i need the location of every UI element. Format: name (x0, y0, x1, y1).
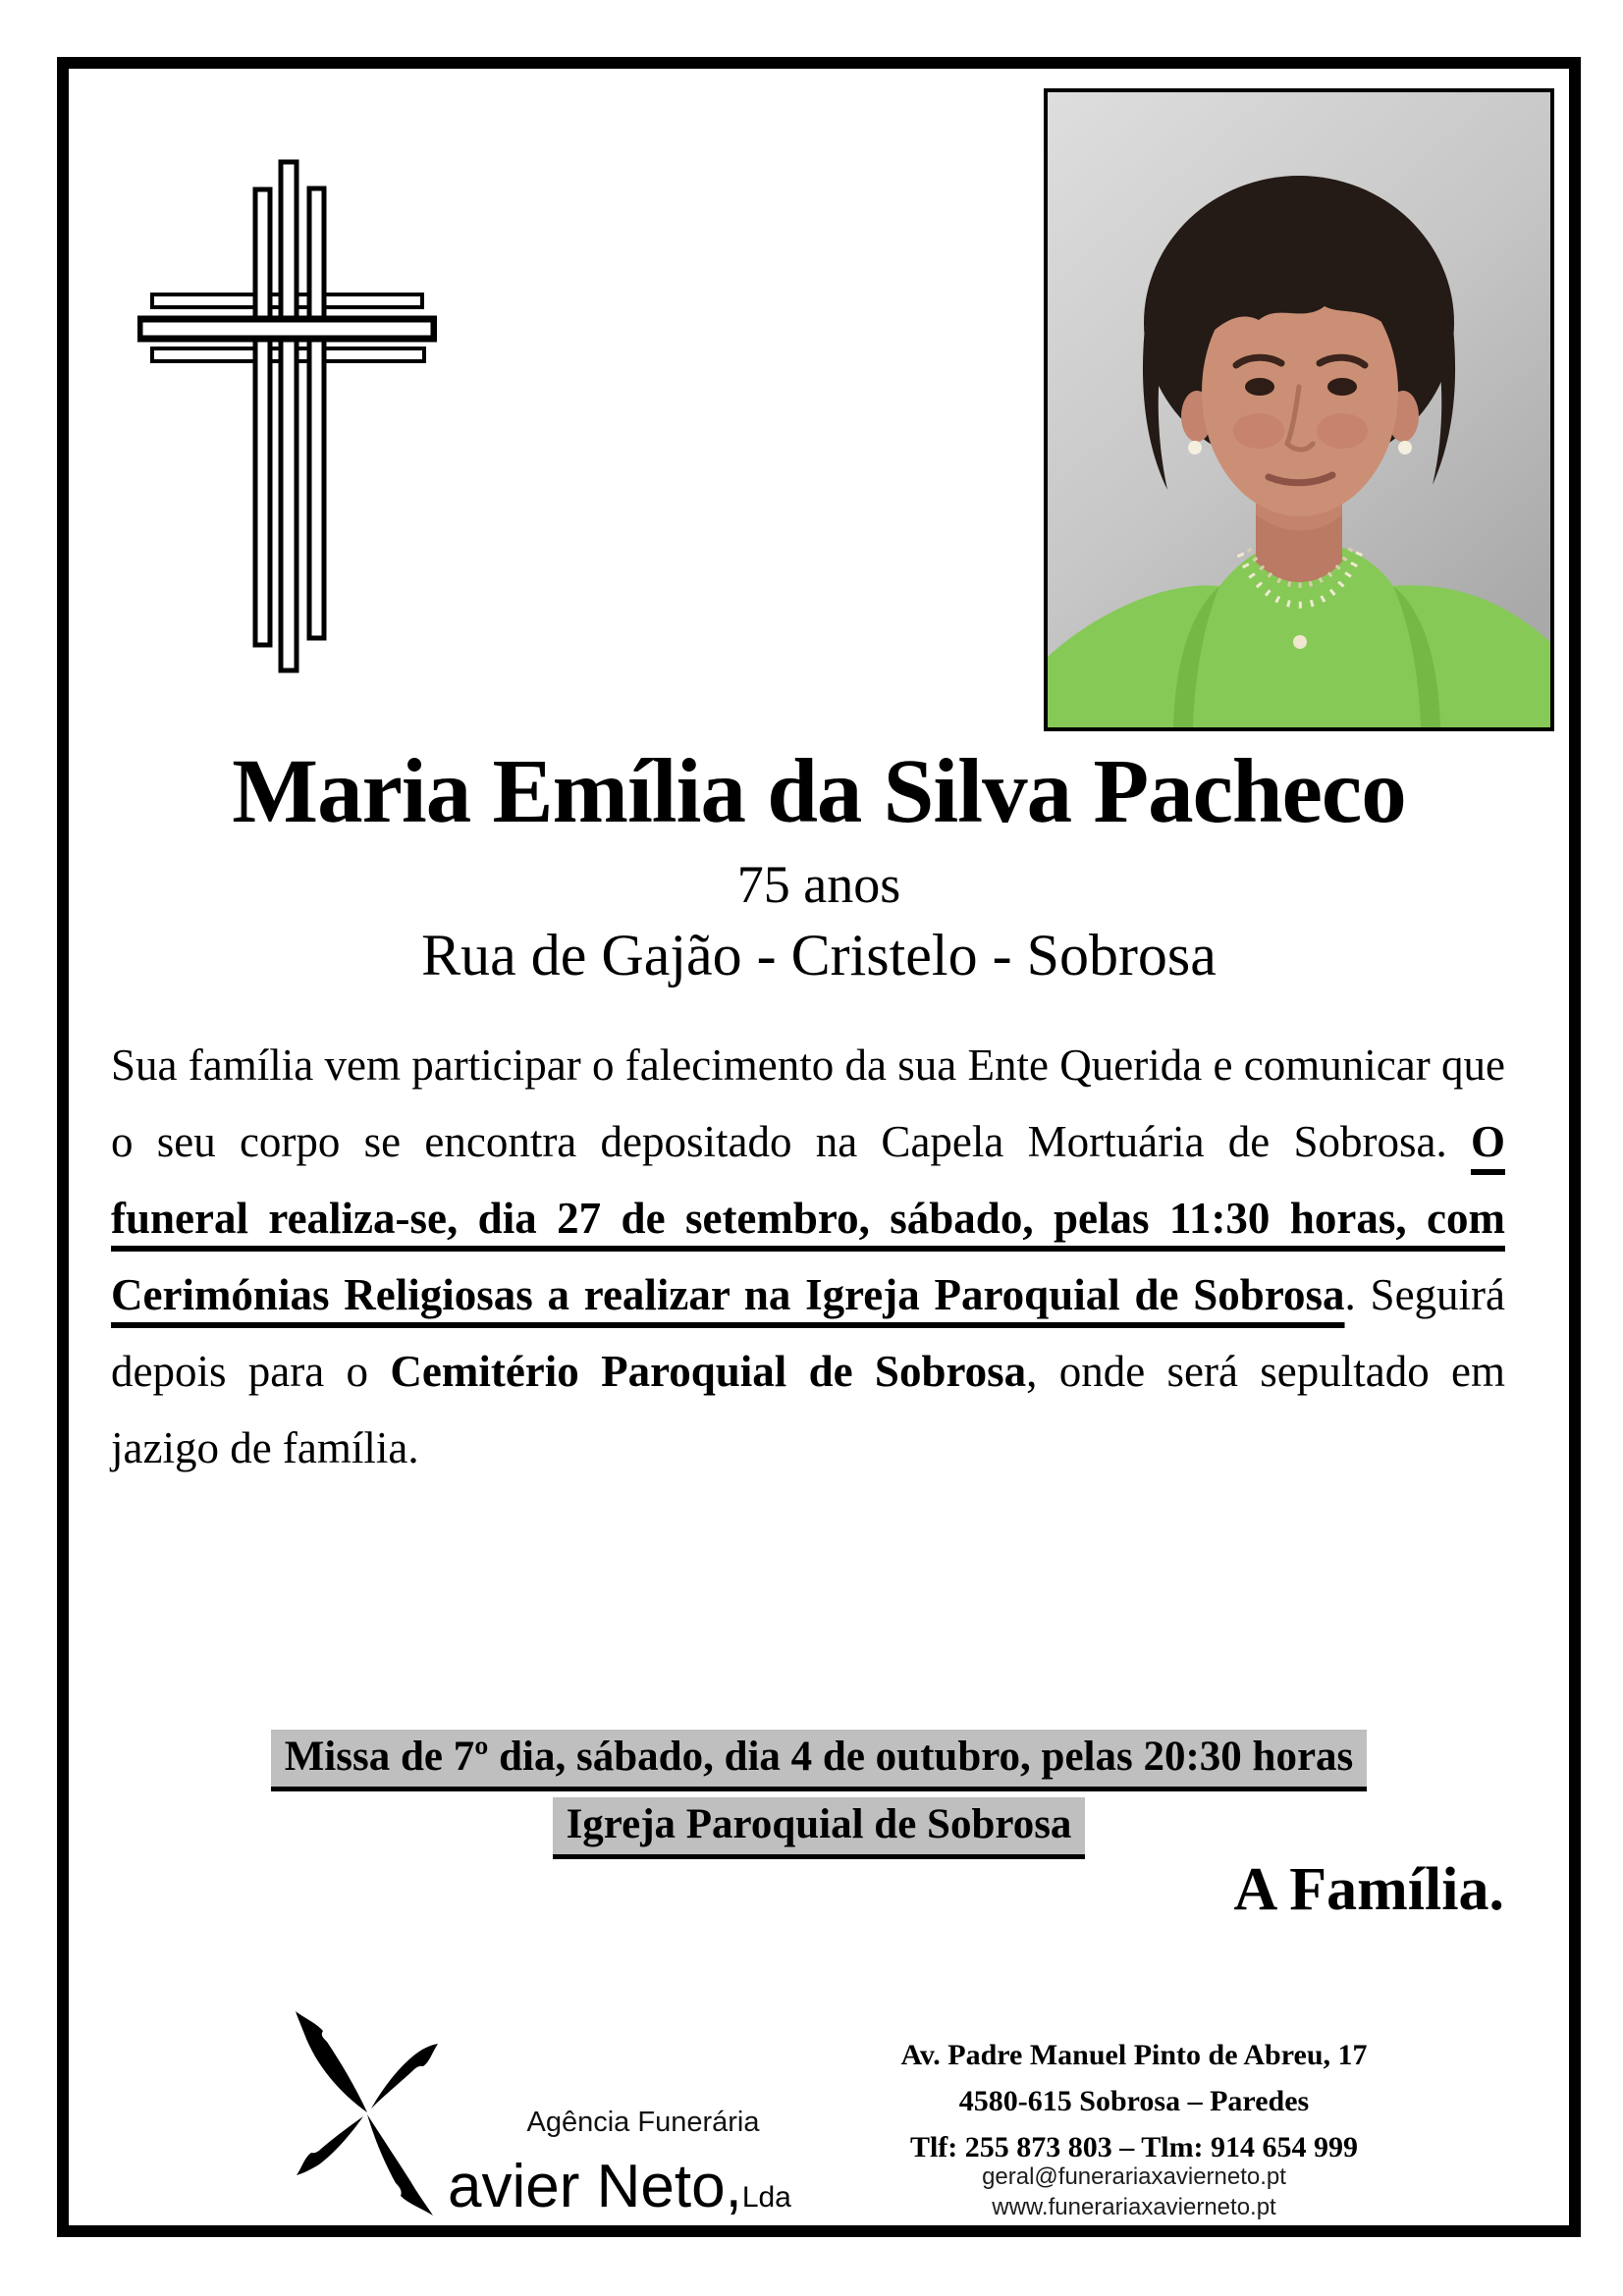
address-text: Rua de Gajão - Cristelo - Sobrosa (421, 923, 1217, 988)
deceased-name: Maria Emília da Silva Pacheco (232, 741, 1406, 842)
portrait-photo-image (1048, 92, 1550, 727)
contact-block (889, 2032, 1380, 2170)
agency-label: Agência Funerária (526, 2107, 760, 2138)
contact-email: geral@funerariaxavierneto.pt (982, 2163, 1286, 2190)
contact-address-line1: Av. Padre Manuel Pinto de Abreu, 17 (900, 2039, 1368, 2071)
cross-icon (137, 155, 437, 675)
mass-line-2: Igreja Paroquial de Sobrosa (69, 1797, 1569, 1859)
mass-line-1: Missa de 7º dia, sábado, dia 4 de outubro, pelas 20:30 horas (69, 1730, 1569, 1791)
agency-name-suffix: Lda (741, 2181, 791, 2214)
contact-phones: Tlf: 255 873 803 – Tlm: 914 654 999 (909, 2131, 1359, 2163)
contact-address-line2: 4580-615 Sobrosa – Paredes (958, 2085, 1310, 2117)
agency-logo-x-icon (283, 2010, 452, 2218)
announcement-paragraph: Sua família vem participar o falecimento da sua Ente Querida e comunicar que o seu corpo se encontra depositado na Capela Mortuária de Sobrosa. O funeral realiza-se, dia 27 de setembro, sábado, pelas 11:30 horas, com Cerimónias Religiosas a realizar na Igreja Paroquial de Sobrosa. Seguirá depois para o Cemitério Paroquial de Sobrosa, onde será sepultado em jazigo de família. (111, 1041, 1506, 1472)
weblinks-block (889, 2162, 1380, 2222)
contact-website: www.funerariaxavierneto.pt (992, 2194, 1276, 2220)
family-signature: A Família. (1233, 1856, 1504, 1923)
agency-name-rest: avier Neto, (448, 2153, 742, 2220)
mass-notice (69, 1730, 1569, 1865)
portrait-photo (1044, 88, 1554, 731)
age-text: 75 anos (736, 855, 901, 914)
